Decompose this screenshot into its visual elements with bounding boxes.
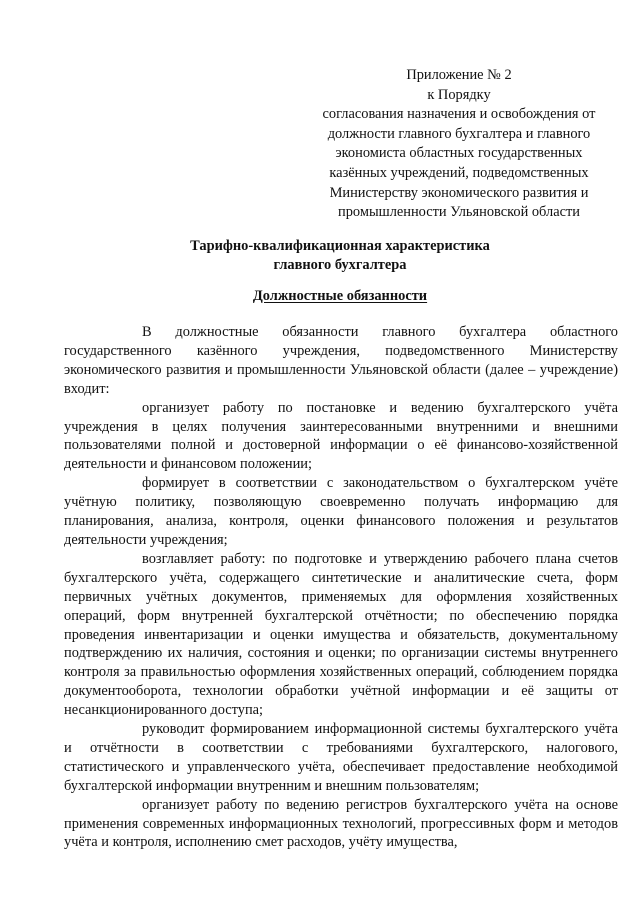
document-body [64,323,618,852]
appendix-number: Приложение № 2 [406,67,512,83]
title-line-1: Тарифно-квалификационная характеристика [190,238,490,254]
appendix-line: экономиста областных государственных [335,145,583,162]
appendix-line: казённых учреждений, подведомственных [329,164,589,181]
intro-paragraph: В должностные обязанности главного бухгалтера областного государственного казённого учреждения, подведомственного Министерству экономического развития и промышленности Ульяновской области (далее – учреждение) входит: [64,324,618,397]
duty-paragraph: формирует в соответствии с законодательством о бухгалтерском учёте учётную политику, позволяющую своевременно получать информацию для планирования, анализа, контроля, оценки финансового положения и результатов деятельности учреждения; [64,475,618,548]
appendix-line: согласования назначения и освобождения от [322,106,596,123]
appendix-header [300,66,618,223]
duty-paragraph: организует работу по ведению регистров бухгалтерского учёта на основе применения современных информационных технологий, прогрессивных форм и методов учёта и контроля, исполнению смет расходов, учёту имущества, [64,796,618,851]
document-title [60,237,620,274]
duty-paragraph: возглавляет работу: по подготовке и утверждению рабочего плана счетов бухгалтерского учёта, содержащего синтетические и аналитические счета, форм первичных учётных документов, применяемых для оформления хозяйственных операций, форм внутренней бухгалтерской отчётности; по обеспечению порядка проведения инвентаризации и оценки имущества и обязательств, документальному подтверждению их наличия, состояния и оценки; по организации системы внутреннего контроля за правильностью оформления хозяйственных операций, соблюдением порядка документооборота, технологии обработки учётной информации и её защиты от несанкционированного доступа; [64,550,618,719]
duty-paragraph: организует работу по постановке и ведению бухгалтерского учёта учреждения в целях получения заинтересованными внутренними и внешними пользователями полной и достоверной информации о её финансово-хозяйственной деятельности и финансовом положении; [64,399,618,473]
title-line-2: главного бухгалтера [273,256,407,273]
section-heading-text: Должностные обязанности [252,288,428,304]
appendix-line: Министерству экономического развития и [329,184,589,201]
section-heading [60,287,620,305]
appendix-line: должности главного бухгалтера и главного [327,125,591,142]
appendix-line: к Порядку [427,86,491,103]
appendix-line: промышленности Ульяновской области [338,204,580,221]
duty-paragraph: руководит формированием информационной системы бухгалтерского учёта и отчётности в соответствии с требованиями бухгалтерского, налогового, статистического и управленческого учёта, обеспечивает предоставление необходимой бухгалтерской информации внутренним и внешним пользователям; [64,721,618,794]
